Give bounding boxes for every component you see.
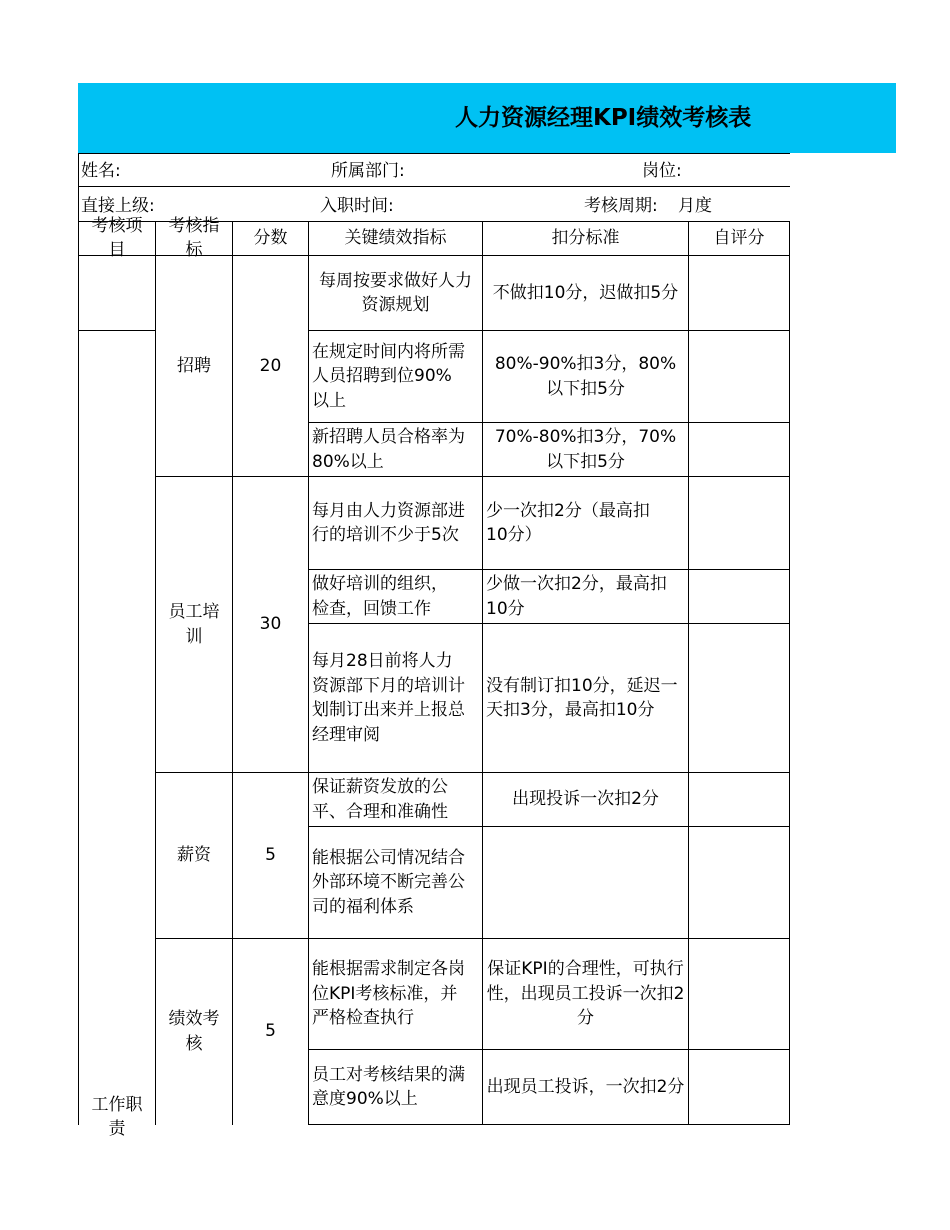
score-value: 5 xyxy=(265,1021,276,1042)
column-header-kpi: 关键绩效指标 xyxy=(344,228,447,249)
self-score-input[interactable] xyxy=(689,827,789,938)
kpi-text: 能根据需求制定各岗位KPI考核标准，并严格检查执行 xyxy=(312,959,465,1029)
divider xyxy=(78,186,790,187)
indicator-cell xyxy=(156,477,232,772)
self-score-input[interactable] xyxy=(689,773,789,826)
kpi-text: 每月由人力资源部进行的培训不少于5次 xyxy=(312,500,465,545)
header-cell-item xyxy=(79,216,155,260)
deduction-text: 保证KPI的合理性，可执行性，出现员工投诉一次扣2分 xyxy=(486,959,685,1029)
deduction-text: 出现员工投诉，一次扣2分 xyxy=(486,1076,685,1097)
deduction-cell xyxy=(483,477,688,569)
kpi-text: 新招聘人员合格率为80%以上 xyxy=(312,427,465,472)
deduction-text: 没有制订扣10分，延迟一天扣3分，最高扣10分 xyxy=(486,675,678,720)
indicator-label: 绩效考核 xyxy=(168,1009,220,1054)
score-cell xyxy=(233,939,308,1124)
table-border xyxy=(308,1124,790,1125)
deduction-cell xyxy=(483,773,688,826)
deduction-cell xyxy=(483,331,688,422)
kpi-text: 在规定时间内将所需人员招聘到位90%以上 xyxy=(312,341,465,411)
hire-date-label: 入职时间: xyxy=(320,196,394,216)
position-label: 岗位: xyxy=(642,161,682,181)
kpi-cell xyxy=(309,570,482,623)
kpi-cell xyxy=(309,423,482,476)
deduction-cell xyxy=(483,939,688,1049)
deduction-cell xyxy=(483,256,688,330)
self-score-input[interactable] xyxy=(689,423,789,476)
column-header-score: 分数 xyxy=(253,228,288,249)
column-header-item: 考核项目 xyxy=(91,216,143,260)
deduction-text: 少一次扣2分（最高扣10分） xyxy=(486,500,650,545)
score-value: 20 xyxy=(259,355,282,376)
self-score-input[interactable] xyxy=(689,624,789,772)
self-score-input[interactable] xyxy=(689,1050,789,1124)
review-period-value: 月度 xyxy=(678,196,712,216)
department-label: 所属部门: xyxy=(331,161,405,181)
deduction-text: 80%-90%扣3分，80%以下扣5分 xyxy=(494,354,677,399)
deduction-text: 不做扣10分，迟做扣5分 xyxy=(492,282,679,303)
score-value: 30 xyxy=(259,614,282,635)
header-cell-indicator xyxy=(156,216,232,260)
score-cell xyxy=(233,773,308,938)
column-header-self-score: 自评分 xyxy=(713,228,765,249)
kpi-text: 员工对考核结果的满意度90%以上 xyxy=(312,1064,465,1109)
kpi-text: 每周按要求做好人力资源规划 xyxy=(319,270,472,315)
category-label: 工作职责 xyxy=(91,1095,143,1139)
deduction-text: 70%-80%扣3分，70%以下扣5分 xyxy=(494,427,677,472)
self-score-input[interactable] xyxy=(689,477,789,569)
kpi-cell xyxy=(309,477,482,569)
kpi-cell xyxy=(309,939,482,1049)
column-header-deduction: 扣分标准 xyxy=(551,228,620,249)
kpi-text: 能根据公司情况结合外部环境不断完善公司的福利体系 xyxy=(312,847,465,917)
supervisor-label: 直接上级: xyxy=(81,196,155,216)
score-cell xyxy=(233,256,308,476)
kpi-cell xyxy=(309,624,482,772)
kpi-cell xyxy=(309,256,482,330)
deduction-cell xyxy=(483,1050,688,1124)
score-value: 5 xyxy=(265,845,276,866)
column-header-indicator: 考核指标 xyxy=(168,216,220,260)
divider xyxy=(78,153,790,154)
deduction-cell xyxy=(483,624,688,772)
indicator-label: 员工培训 xyxy=(168,602,220,647)
indicator-cell xyxy=(156,256,232,476)
self-score-input[interactable] xyxy=(689,256,789,330)
score-cell xyxy=(233,477,308,772)
kpi-cell xyxy=(309,331,482,422)
deduction-cell xyxy=(483,827,688,938)
category-cell xyxy=(79,331,155,1139)
kpi-cell xyxy=(309,1050,482,1124)
self-score-input[interactable] xyxy=(689,331,789,422)
deduction-cell xyxy=(483,570,688,623)
deduction-text: 少做一次扣2分，最高扣10分 xyxy=(486,574,667,619)
indicator-cell xyxy=(156,773,232,938)
indicator-cell xyxy=(156,939,232,1124)
self-score-input[interactable] xyxy=(689,570,789,623)
kpi-text: 保证薪资发放的公平、合理和准确性 xyxy=(312,777,448,822)
self-score-input[interactable] xyxy=(689,939,789,1049)
page-title: 人力资源经理KPI绩效考核表 xyxy=(455,105,752,131)
kpi-cell xyxy=(309,827,482,938)
table-border xyxy=(789,221,790,1125)
kpi-text: 做好培训的组织，检查，回馈工作 xyxy=(312,574,448,619)
kpi-text: 每月28日前将人力资源部下月的培训计划制订出来并上报总经理审阅 xyxy=(312,651,465,745)
deduction-text: 出现投诉一次扣2分 xyxy=(512,789,659,810)
indicator-label: 招聘 xyxy=(177,355,211,376)
indicator-label: 薪资 xyxy=(177,845,211,866)
deduction-cell xyxy=(483,423,688,476)
name-label: 姓名: xyxy=(81,161,121,181)
review-period-label: 考核周期: xyxy=(584,196,658,216)
kpi-cell xyxy=(309,773,482,826)
divider xyxy=(78,153,79,221)
